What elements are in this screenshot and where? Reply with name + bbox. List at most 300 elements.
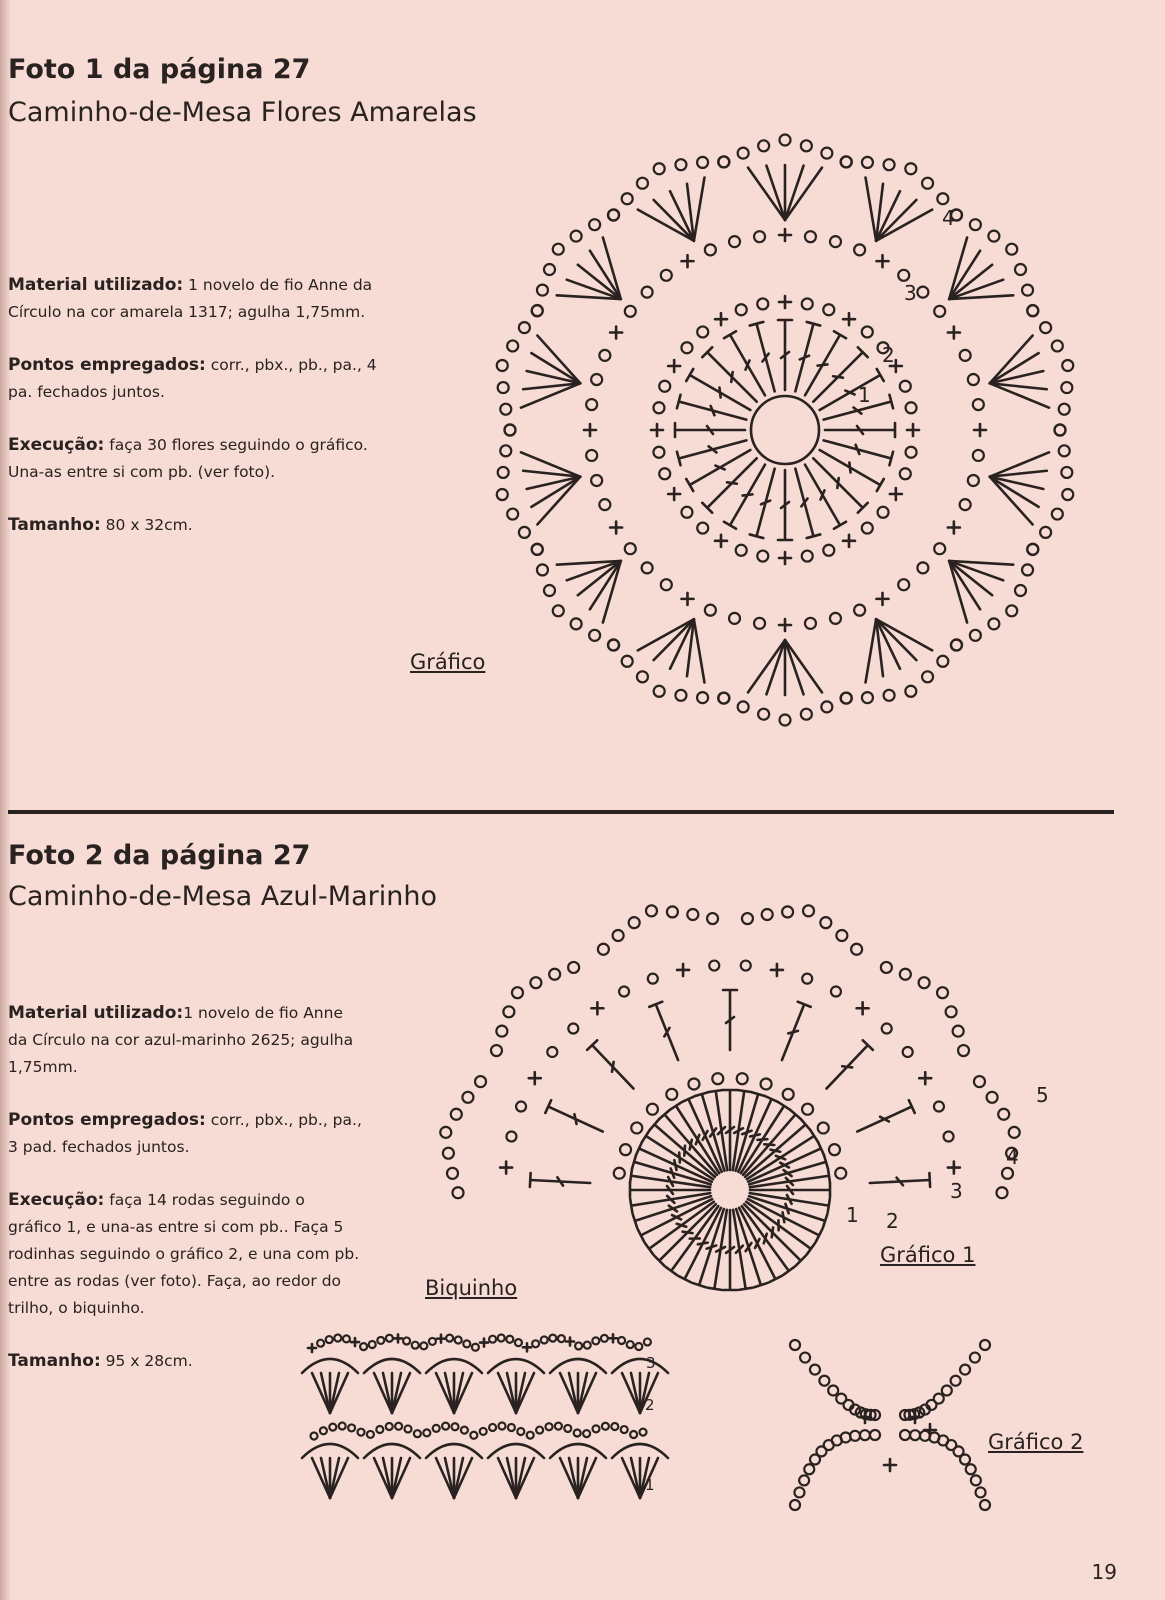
- chain-stitch-symbol: [589, 219, 600, 230]
- chain-stitch-symbol: [919, 977, 930, 988]
- chain-stitch-symbol: [836, 1394, 846, 1404]
- chain-stitch-symbol: [831, 987, 841, 997]
- cluster-stitch-symbol: [603, 561, 621, 623]
- chain-stitch-symbol: [697, 523, 708, 534]
- chain-stitch-symbol: [517, 1428, 524, 1435]
- chain-stitch-symbol: [802, 1104, 813, 1115]
- chain-stitch-symbol: [536, 1427, 543, 1434]
- chain-stitch-symbol: [512, 987, 523, 998]
- chain-stitch-symbol: [343, 1335, 350, 1342]
- chain-stitch-symbol: [976, 1487, 986, 1497]
- cluster-stitch-symbol: [622, 1373, 640, 1413]
- chain-stitch-symbol: [783, 1089, 794, 1100]
- chain-stitch-symbol: [835, 1168, 846, 1179]
- chain-stitch-symbol: [629, 917, 640, 928]
- biquinho-label: Biquinho: [425, 1276, 518, 1300]
- chain-stitch-symbol: [648, 974, 658, 984]
- chain-arch-symbol: [612, 1444, 668, 1458]
- chain-stitch-symbol: [762, 909, 773, 920]
- cluster-stitch-symbol: [578, 1458, 596, 1498]
- single-crochet-symbol: [523, 1343, 531, 1351]
- chain-stitch-symbol: [1015, 264, 1026, 275]
- section1-chart-label: Gráfico: [410, 650, 486, 674]
- chain-stitch-symbol: [970, 219, 981, 230]
- chain-stitch-symbol: [900, 381, 911, 392]
- cluster-stitch-symbol: [590, 251, 621, 299]
- chain-stitch-symbol: [498, 1335, 505, 1342]
- chain-stitch-symbol: [653, 402, 664, 413]
- double-crochet-symbol: [820, 369, 884, 410]
- double-crochet-symbol: [702, 458, 756, 512]
- single-crochet-symbol: [890, 488, 902, 500]
- chain-stitch-symbol: [821, 701, 832, 712]
- chain-stitch-symbol: [729, 236, 740, 247]
- chain-stitch-symbol: [757, 298, 768, 309]
- chain-stitch-symbol: [625, 543, 636, 554]
- single-crochet-symbol: [877, 255, 889, 267]
- cluster-stitch-symbol: [312, 1373, 330, 1413]
- chain-stitch-symbol: [802, 298, 813, 309]
- round-number-label: 4: [1006, 1145, 1019, 1169]
- chain-stitch-symbol: [970, 630, 981, 641]
- chain-stitch-symbol: [317, 1340, 324, 1347]
- chain-stitch-symbol: [934, 306, 945, 317]
- double-crochet-symbol: [825, 423, 895, 437]
- chain-stitch-symbol: [870, 1430, 880, 1440]
- cluster-stitch-symbol: [330, 1373, 348, 1413]
- chain-stitch-symbol: [489, 1424, 496, 1431]
- chain-stitch-symbol: [519, 527, 530, 538]
- chain-stitch-symbol: [491, 1045, 502, 1056]
- double-crochet-symbol: [826, 1040, 872, 1088]
- chain-stitch-symbol: [1055, 424, 1066, 435]
- chain-stitch-symbol: [960, 499, 971, 510]
- chain-stitch-symbol: [942, 1385, 952, 1395]
- chain-stitch-symbol: [598, 944, 609, 955]
- chain-stitch-symbol: [900, 1430, 910, 1440]
- chain-stitch-symbol: [500, 404, 511, 415]
- double-crochet-symbol: [545, 1100, 602, 1131]
- chain-stitch-symbol: [635, 1343, 642, 1350]
- double-crochet-symbol: [686, 369, 750, 410]
- chain-stitch-symbol: [568, 1024, 578, 1034]
- chain-stitch-symbol: [1009, 1127, 1020, 1138]
- chain-stitch-symbol: [447, 1168, 458, 1179]
- double-crochet-symbol: [702, 347, 756, 401]
- chain-stitch-symbol: [802, 551, 813, 562]
- single-crochet-symbol: [771, 964, 783, 976]
- chain-stitch-symbol: [878, 507, 889, 518]
- double-crochet-symbol: [723, 990, 737, 1050]
- chain-stitch-symbol: [841, 156, 852, 167]
- round-number-label: 3: [904, 281, 917, 305]
- chain-stitch-symbol: [537, 285, 548, 296]
- single-crochet-symbol: [566, 1337, 574, 1345]
- double-crochet-symbol: [870, 1173, 930, 1187]
- chain-stitch-symbol: [440, 1127, 451, 1138]
- chain-stitch-symbol: [854, 605, 865, 616]
- chain-stitch-symbol: [553, 244, 564, 255]
- chain-stitch-symbol: [757, 551, 768, 562]
- chain-stitch-symbol: [405, 1425, 412, 1432]
- chain-stitch-symbol: [619, 987, 629, 997]
- chain-stitch-symbol: [829, 1144, 840, 1155]
- chain-stitch-symbol: [705, 605, 716, 616]
- chain-stitch-symbol: [527, 1432, 534, 1439]
- chain-stitch-symbol: [519, 322, 530, 333]
- chain-stitch-symbol: [738, 148, 749, 159]
- cluster-stitch-symbol: [590, 561, 621, 609]
- cluster-stitch-symbol: [560, 1458, 578, 1498]
- chain-stitch-symbol: [736, 545, 747, 556]
- chain-stitch-symbol: [966, 1464, 976, 1474]
- chain-arch-symbol: [550, 1359, 606, 1373]
- double-crochet-symbol: [530, 1173, 590, 1187]
- chain-stitch-symbol: [507, 340, 518, 351]
- chain-stitch-symbol: [761, 1078, 772, 1089]
- chain-stitch-symbol: [503, 1006, 514, 1017]
- chain-stitch-symbol: [862, 692, 873, 703]
- chain-stitch-symbol: [625, 306, 636, 317]
- chain-stitch-symbol: [553, 605, 564, 616]
- chain-stitch-symbol: [601, 1335, 608, 1342]
- cluster-stitch-symbol: [392, 1373, 410, 1413]
- chain-stitch-symbol: [958, 1045, 969, 1056]
- cluster-stitch-symbol: [622, 1458, 640, 1498]
- chain-arch-symbol: [364, 1444, 420, 1458]
- chain-arch-symbol: [364, 1359, 420, 1373]
- single-crochet-symbol: [877, 593, 889, 605]
- chain-stitch-symbol: [1061, 467, 1072, 478]
- single-crochet-symbol: [779, 552, 791, 564]
- chain-stitch-symbol: [1059, 404, 1070, 415]
- chain-stitch-symbol: [1052, 509, 1063, 520]
- chain-stitch-symbol: [516, 1102, 526, 1112]
- chain-stitch-symbol: [905, 163, 916, 174]
- chain-stitch-symbol: [571, 231, 582, 242]
- chain-stitch-symbol: [742, 913, 753, 924]
- chain-stitch-symbol: [584, 1342, 591, 1349]
- cluster-stitch-symbol: [436, 1458, 454, 1498]
- section2-tamanho: Tamanho: 95 x 28cm.: [8, 1351, 193, 1371]
- chain-stitch-symbol: [496, 1026, 507, 1037]
- chain-stitch-symbol: [830, 236, 841, 247]
- chain-stitch-symbol: [544, 585, 555, 596]
- chain-stitch-symbol: [741, 961, 751, 971]
- double-crochet-symbol: [649, 1002, 678, 1060]
- single-crochet-symbol: [843, 535, 855, 547]
- round-number-label: 3: [950, 1179, 963, 1203]
- cluster-stitch-symbol: [949, 561, 980, 609]
- cluster-stitch-symbol: [866, 619, 877, 682]
- single-crochet-symbol: [884, 1459, 896, 1471]
- chain-stitch-symbol: [498, 467, 509, 478]
- single-crochet-symbol: [715, 535, 727, 547]
- chain-stitch-symbol: [836, 930, 847, 941]
- chain-stitch-symbol: [591, 475, 602, 486]
- single-crochet-symbol: [351, 1338, 359, 1346]
- single-crochet-symbol: [584, 424, 596, 436]
- cluster-stitch-symbol: [578, 1373, 596, 1413]
- chain-stitch-symbol: [506, 1336, 513, 1343]
- chain-stitch-symbol: [586, 399, 597, 410]
- cluster-stitch-symbol: [949, 561, 992, 595]
- chain-stitch-symbol: [805, 618, 816, 629]
- chain-stitch-symbol: [463, 1340, 470, 1347]
- cluster-stitch-symbol: [766, 640, 785, 694]
- chain-stitch-symbol: [500, 445, 511, 456]
- chain-stitch-symbol: [980, 1340, 990, 1350]
- chain-stitch-symbol: [608, 640, 619, 651]
- chain-stitch-symbol: [505, 425, 516, 436]
- cluster-stitch-symbol: [785, 168, 822, 220]
- section-divider: [8, 810, 1114, 814]
- chain-stitch-symbol: [348, 1424, 355, 1431]
- chain-stitch-symbol: [320, 1427, 327, 1434]
- chain-stitch-symbol: [475, 1076, 486, 1087]
- cluster-stitch-symbol: [603, 237, 621, 299]
- chain-stitch-symbol: [1022, 285, 1033, 296]
- chain-stitch-symbol: [900, 969, 911, 980]
- chain-stitch-symbol: [906, 402, 917, 413]
- chain-stitch-symbol: [599, 350, 610, 361]
- cluster-stitch-symbol: [560, 1373, 578, 1413]
- chain-stitch-symbol: [472, 1344, 479, 1351]
- chain-stitch-symbol: [446, 1335, 453, 1342]
- double-crochet-symbol: [724, 331, 765, 395]
- chain-stitch-symbol: [541, 1336, 548, 1343]
- chain-stitch-symbol: [592, 1337, 599, 1344]
- chain-stitch-symbol: [1022, 564, 1033, 575]
- chain-stitch-symbol: [530, 977, 541, 988]
- double-crochet-symbol: [686, 450, 750, 491]
- cluster-stitch-symbol: [516, 1458, 534, 1498]
- chain-stitch-symbol: [820, 917, 831, 928]
- chain-stitch-symbol: [987, 1092, 998, 1103]
- chain-stitch-symbol: [823, 304, 834, 315]
- chain-stitch-symbol: [489, 1336, 496, 1343]
- chain-arch-symbol: [426, 1444, 482, 1458]
- round-number-label: 2: [886, 1209, 899, 1233]
- chain-stitch-symbol: [980, 1500, 990, 1510]
- chain-stitch-symbol: [642, 562, 653, 573]
- chain-stitch-symbol: [850, 1431, 860, 1441]
- chain-arch-symbol: [426, 1359, 482, 1373]
- chain-stitch-symbol: [922, 178, 933, 189]
- chain-stitch-symbol: [705, 244, 716, 255]
- chain-stitch-symbol: [403, 1337, 410, 1344]
- chain-stitch-symbol: [758, 709, 769, 720]
- chain-stitch-symbol: [1027, 544, 1038, 555]
- round-number-label: 2: [882, 343, 895, 367]
- single-crochet-symbol: [437, 1335, 445, 1343]
- chain-stitch-symbol: [917, 562, 928, 573]
- chain-stitch-symbol: [697, 157, 708, 168]
- chain-stitch-symbol: [627, 1341, 634, 1348]
- chain-stitch-symbol: [937, 987, 948, 998]
- chain-stitch-symbol: [951, 1376, 961, 1386]
- section2-title: Foto 2 da página 27: [8, 840, 311, 871]
- cluster-stitch-symbol: [694, 619, 705, 682]
- cluster-stitch-symbol: [312, 1458, 330, 1498]
- chain-stitch-symbol: [906, 447, 917, 458]
- chain-stitch-symbol: [754, 231, 765, 242]
- section1-pontos: Pontos empregados: corr., pbx., pb., pa., 4 pa. fechados juntos.: [8, 355, 377, 401]
- chain-stitch-symbol: [537, 564, 548, 575]
- chain-stitch-symbol: [376, 1426, 383, 1433]
- chain-stitch-symbol: [640, 1429, 647, 1436]
- chain-stitch-symbol: [944, 1132, 954, 1142]
- chain-stitch-symbol: [661, 579, 672, 590]
- chain-stitch-symbol: [712, 1073, 723, 1084]
- chain-stitch-symbol: [862, 157, 873, 168]
- chain-stitch-symbol: [453, 1187, 464, 1198]
- section2-chart1-label: Gráfico 1: [880, 1243, 976, 1267]
- cluster-stitch-symbol: [694, 178, 705, 241]
- chain-stitch-symbol: [326, 1336, 333, 1343]
- chain-stitch-symbol: [1015, 585, 1026, 596]
- chain-stitch-symbol: [642, 287, 653, 298]
- chain-stitch-symbol: [423, 1429, 430, 1436]
- chain-stitch-symbol: [1059, 445, 1070, 456]
- chain-stitch-symbol: [1002, 1168, 1013, 1179]
- chain-stitch-symbol: [758, 140, 769, 151]
- chain-stitch-symbol: [593, 1425, 600, 1432]
- chain-stitch-symbol: [631, 1122, 642, 1133]
- chain-stitch-symbol: [946, 1006, 957, 1017]
- chain-stitch-symbol: [718, 156, 729, 167]
- chain-stitch-symbol: [922, 671, 933, 682]
- flower-crochet-chart: [480, 100, 1100, 750]
- chain-stitch-symbol: [737, 1073, 748, 1084]
- chain-stitch-symbol: [780, 715, 791, 726]
- chain-stitch-symbol: [810, 1455, 820, 1465]
- chain-stitch-symbol: [589, 630, 600, 641]
- chain-stitch-symbol: [621, 1426, 628, 1433]
- chain-stitch-symbol: [828, 1385, 838, 1395]
- chain-stitch-symbol: [1062, 360, 1073, 371]
- cluster-stitch-symbol: [498, 1458, 516, 1498]
- chain-stitch-symbol: [823, 545, 834, 556]
- chain-stitch-symbol: [729, 613, 740, 624]
- chain-stitch-symbol: [339, 1423, 346, 1430]
- chain-stitch-symbol: [804, 1464, 814, 1474]
- single-crochet-symbol: [715, 313, 727, 325]
- chain-stitch-symbol: [803, 905, 814, 916]
- single-crochet-symbol: [843, 313, 855, 325]
- chain-stitch-symbol: [622, 656, 633, 667]
- chain-stitch-symbol: [515, 1339, 522, 1346]
- chain-stitch-symbol: [968, 475, 979, 486]
- chain-stitch-symbol: [602, 1423, 609, 1430]
- chain-arch-symbol: [488, 1359, 544, 1373]
- round-number-label: 4: [942, 206, 955, 230]
- double-crochet-symbol: [750, 469, 775, 538]
- chain-stitch-symbol: [960, 1455, 970, 1465]
- chain-stitch-symbol: [667, 906, 678, 917]
- double-crochet-symbol: [824, 440, 893, 465]
- small-flower-crochet-chart: [780, 1330, 1000, 1530]
- chain-stitch-symbol: [1027, 305, 1038, 316]
- single-crochet-symbol: [907, 424, 919, 436]
- single-crochet-symbol: [610, 522, 622, 534]
- single-crochet-symbol: [668, 360, 680, 372]
- chain-stitch-symbol: [455, 1337, 462, 1344]
- double-crochet-symbol: [857, 1100, 914, 1131]
- chain-stitch-symbol: [508, 1424, 515, 1431]
- chain-stitch-symbol: [917, 287, 928, 298]
- chain-stitch-symbol: [637, 178, 648, 189]
- chain-stitch-symbol: [499, 1423, 506, 1430]
- section1-material: Material utilizado: 1 novelo de fio Anne da Círculo na cor amarela 1317; agulha 1,75mm.: [8, 275, 373, 321]
- chain-stitch-symbol: [654, 163, 665, 174]
- chain-stitch-symbol: [452, 1423, 459, 1430]
- chain-stitch-symbol: [819, 1376, 829, 1386]
- cluster-stitch-symbol: [516, 1373, 534, 1413]
- chain-stitch-symbol: [461, 1427, 468, 1434]
- single-crochet-symbol: [779, 619, 791, 631]
- cluster-stitch-symbol: [949, 561, 967, 623]
- chain-stitch-symbol: [574, 1429, 581, 1436]
- single-crochet-symbol: [394, 1334, 402, 1342]
- chain-stitch-symbol: [583, 1430, 590, 1437]
- center-ring-symbol: [751, 396, 819, 464]
- chain-stitch-symbol: [480, 1428, 487, 1435]
- chain-stitch-symbol: [687, 909, 698, 920]
- chain-stitch-symbol: [666, 1089, 677, 1100]
- chain-stitch-symbol: [860, 1430, 870, 1440]
- chain-stitch-symbol: [498, 382, 509, 393]
- double-crochet-symbol: [782, 1002, 811, 1060]
- chain-stitch-symbol: [800, 1353, 810, 1363]
- chain-stitch-symbol: [412, 1342, 419, 1349]
- chain-stitch-symbol: [654, 686, 665, 697]
- chain-stitch-symbol: [497, 360, 508, 371]
- chain-stitch-symbol: [613, 930, 624, 941]
- chain-stitch-symbol: [659, 381, 670, 392]
- round-number-label: 5: [1036, 1083, 1049, 1107]
- chain-arch-symbol: [302, 1359, 358, 1373]
- chain-stitch-symbol: [586, 450, 597, 461]
- chain-stitch-symbol: [681, 507, 692, 518]
- chain-stitch-symbol: [697, 692, 708, 703]
- chain-stitch-symbol: [905, 686, 916, 697]
- chain-stitch-symbol: [996, 1187, 1007, 1198]
- cluster-stitch-symbol: [330, 1458, 348, 1498]
- chain-stitch-symbol: [369, 1341, 376, 1348]
- cluster-stitch-symbol: [949, 251, 980, 299]
- double-crochet-symbol: [805, 331, 846, 395]
- chain-stitch-symbol: [506, 1132, 516, 1142]
- chain-stitch-symbol: [951, 639, 962, 650]
- double-crochet-symbol: [677, 395, 746, 420]
- chain-stitch-symbol: [611, 1423, 618, 1430]
- single-crochet-symbol: [857, 1002, 869, 1014]
- chain-arch-symbol: [488, 1444, 544, 1458]
- double-crochet-symbol: [587, 1040, 633, 1088]
- single-crochet-symbol: [948, 327, 960, 339]
- chain-stitch-symbol: [898, 270, 909, 281]
- single-crochet-symbol: [529, 1072, 541, 1084]
- double-crochet-symbol: [795, 322, 820, 391]
- chain-stitch-symbol: [630, 1431, 637, 1438]
- chain-stitch-symbol: [386, 1335, 393, 1342]
- single-crochet-symbol: [779, 229, 791, 241]
- single-crochet-symbol: [779, 296, 791, 308]
- chain-stitch-symbol: [532, 305, 543, 316]
- chain-stitch-symbol: [644, 1338, 651, 1345]
- chain-stitch-symbol: [937, 193, 948, 204]
